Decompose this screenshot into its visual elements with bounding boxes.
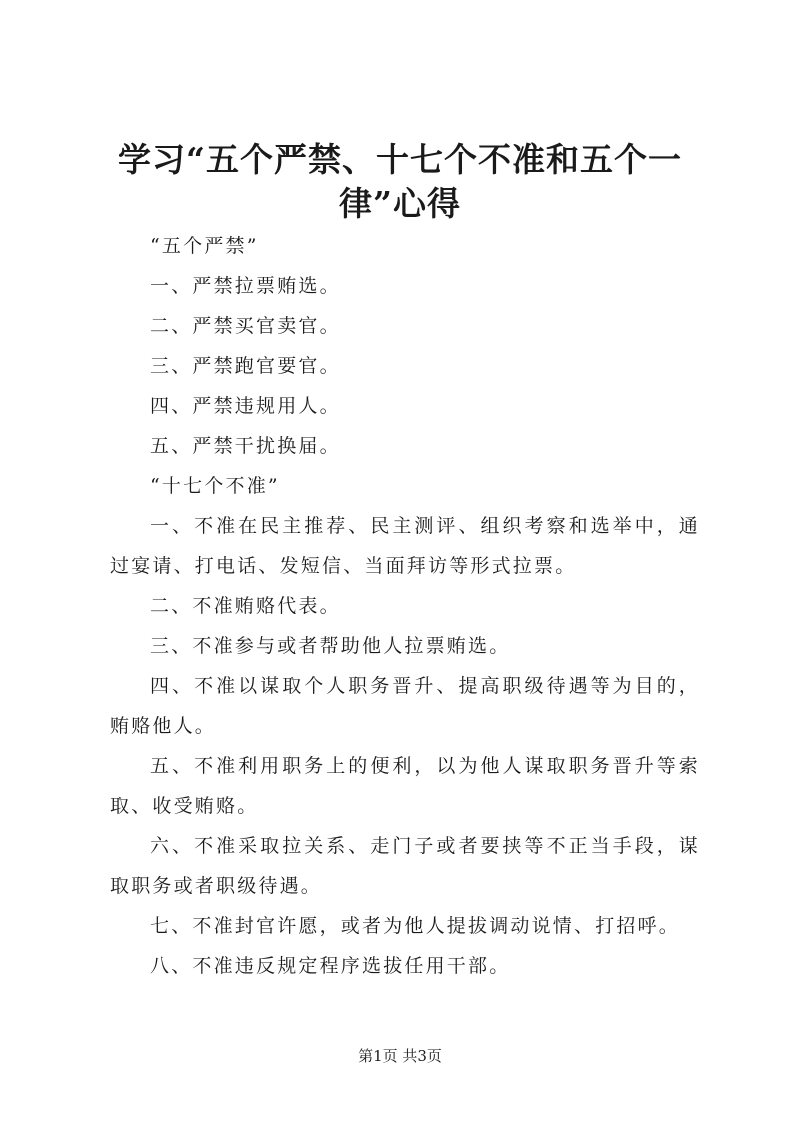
paragraph: 三、不准参与或者帮助他人拉票贿选。	[150, 635, 511, 657]
paragraph: 一、严禁拉票贿选。	[150, 275, 341, 297]
paragraph: 四、不准以谋取个人职务晋升、提高职级待遇等为目的，贿赂他人。	[110, 675, 700, 737]
document-body	[110, 226, 700, 986]
document-title: 学习“五个严禁、十七个不准和五个一律”心得	[118, 140, 682, 223]
paragraph: 七、不准封官许愿，或者为他人提拔调动说情、打招呼。	[150, 915, 681, 937]
paragraph: 五、严禁干扰换届。	[150, 435, 341, 457]
paragraph: 五、不准利用职务上的便利，以为他人谋取职务晋升等索取、收受贿赂。	[110, 755, 700, 817]
section-heading-five-prohibitions: “五个严禁”	[150, 235, 259, 257]
paragraph: 二、严禁买官卖官。	[150, 315, 341, 337]
paragraph: 八、不准违反规定程序选拔任用干部。	[150, 955, 511, 977]
page-footer: 第1页 共3页	[358, 1047, 442, 1065]
paragraph: 六、不准采取拉关系、走门子或者要挟等不正当手段，谋取职务或者职级待遇。	[110, 835, 700, 897]
paragraph: 三、严禁跑官要官。	[150, 355, 341, 377]
paragraph: 四、严禁违规用人。	[150, 395, 341, 417]
paragraph: 一、不准在民主推荐、民主测评、组织考察和选举中，通过宴请、打电话、发短信、当面拜访等形式拉票。	[110, 515, 700, 577]
paragraph: 二、不准贿赂代表。	[150, 595, 341, 617]
section-heading-seventeen-disallowed: “十七个不准”	[150, 475, 280, 497]
